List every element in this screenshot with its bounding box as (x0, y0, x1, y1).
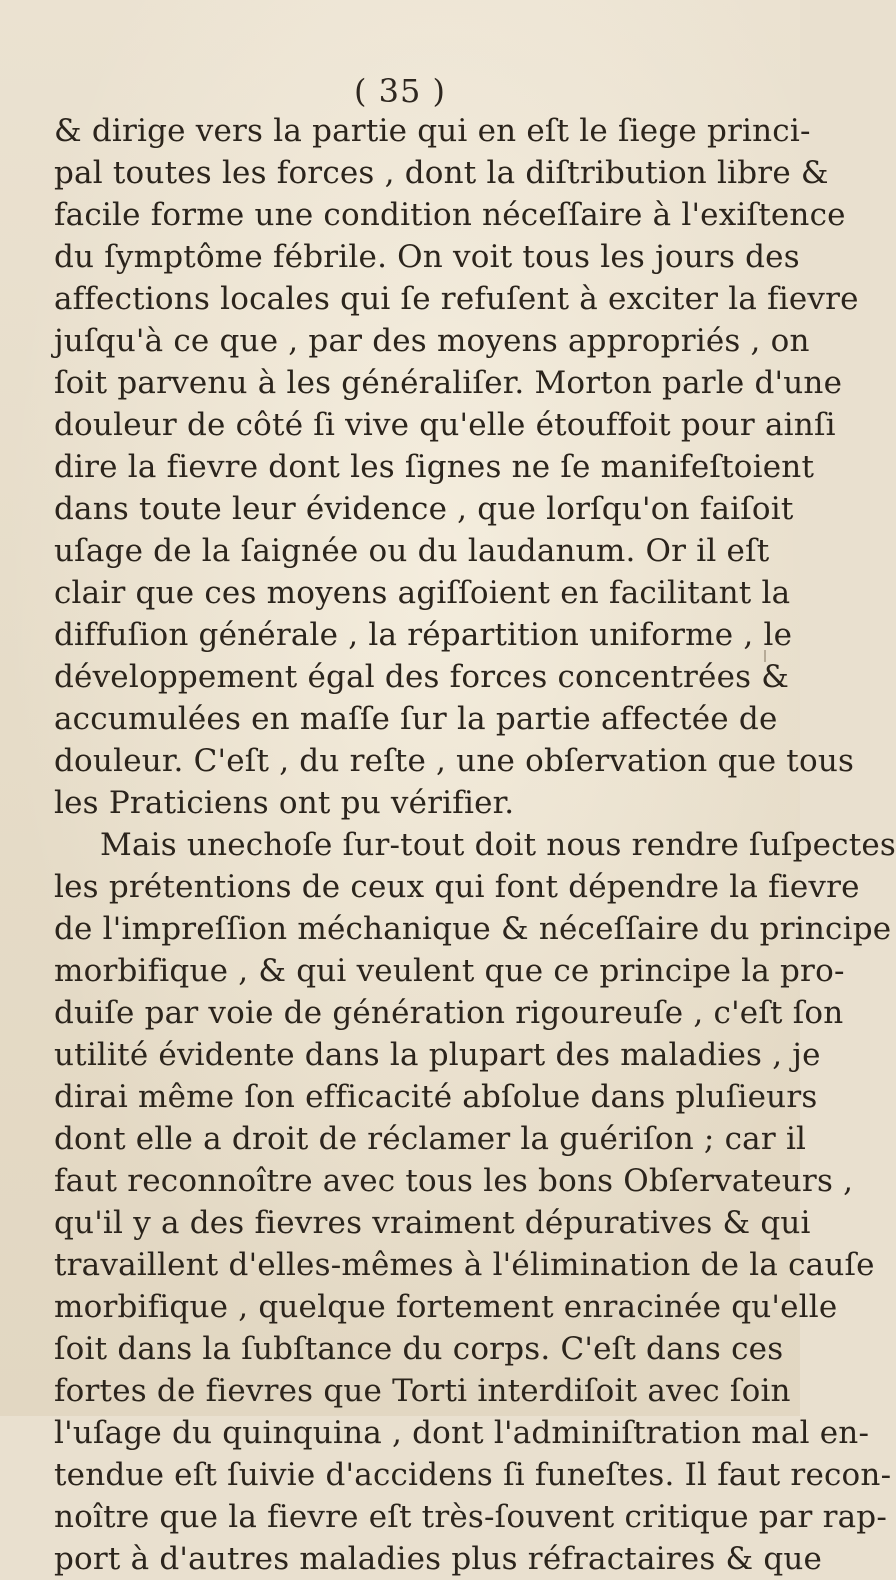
text-line: fortes de fievres que Torti interdiſoit avec ſoin (54, 1373, 791, 1409)
paper-mark (764, 650, 766, 662)
text-line: pal toutes les forces , dont la diſtribution libre & (54, 155, 829, 191)
text-line: ſoit parvenu à les généraliſer. Morton parle d'une (54, 365, 843, 401)
text-line: douleur. C'eſt , du reſte , une obſervation que tous (54, 743, 855, 779)
text-line: accumulées en maſſe ſur la partie affectée de (54, 701, 778, 737)
text-line: du ſymptôme fébrile. On voit tous les jours des (54, 239, 800, 275)
text-line: les prétentions de ceux qui font dépendre la fievre (54, 869, 860, 905)
text-line: morbifique , quelque fortement enracinée qu'elle (54, 1289, 838, 1325)
text-line: juſqu'à ce que , par des moyens appropriés , on (54, 323, 810, 359)
text-line: clair que ces moyens agiſſoient en facilitant la (54, 575, 791, 611)
text-line: diffuſion générale , la répartition uniforme , le (54, 617, 793, 653)
text-line: dirai même ſon efficacité abſolue dans pluſieurs (54, 1079, 818, 1115)
text-line: douleur de côté ſi vive qu'elle étouffoit pour ainſi (54, 407, 836, 443)
paragraph-start-line: Mais unechoſe ſur-tout doit nous rendre ſuſpectes (100, 827, 896, 863)
text-line: utilité évidente dans la plupart des maladies , je (54, 1037, 821, 1073)
text-line: les Praticiens ont pu vérifier. (54, 785, 515, 821)
body-text (54, 110, 896, 1580)
text-line: faut reconnoître avec tous les bons Obſervateurs , (54, 1163, 854, 1199)
text-line: dire la fievre dont les ſignes ne ſe manifeſtoient (54, 449, 815, 485)
text-line: de l'impreſſion méchanique & néceſſaire du principe (54, 911, 892, 947)
text-line: qu'il y a des fievres vraiment dépuratives & qui (54, 1205, 811, 1241)
text-line: tendue eſt ſuivie d'accidens ſi funeſtes. Il faut recon- (54, 1457, 892, 1493)
text-line: morbifique , & qui veulent que ce principe la pro- (54, 953, 845, 989)
text-line: ſoit dans la ſubſtance du corps. C'eſt dans ces (54, 1331, 784, 1367)
text-line: & dirige vers la partie qui en eſt le ſiege princi- (54, 113, 811, 149)
text-line: dans toute leur évidence , que lorſqu'on faiſoit (54, 491, 794, 527)
text-line: affections locales qui ſe refuſent à exciter la fievre (54, 281, 859, 317)
page-number: ( 35 ) (353, 72, 447, 110)
text-line: port à d'autres maladies plus réfractaires & que (54, 1541, 823, 1577)
text-line: uſage de la ſaignée ou du laudanum. Or il eſt (54, 533, 770, 569)
text-line: dont elle a droit de réclamer la guériſon ; car il (54, 1121, 807, 1157)
text-line: duiſe par voie de génération rigoureuſe , c'eſt ſon (54, 995, 844, 1031)
text-line: l'uſage du quinquina , dont l'adminiſtration mal en- (54, 1415, 870, 1451)
text-line: travaillent d'elles-mêmes à l'élimination de la cauſe (54, 1247, 875, 1283)
text-line: développement égal des forces concentrées & (54, 659, 790, 695)
text-line: noître que la fievre eſt très-ſouvent critique par rap- (54, 1499, 888, 1535)
text-line: facile forme une condition néceſſaire à l'exiſtence (54, 197, 846, 233)
